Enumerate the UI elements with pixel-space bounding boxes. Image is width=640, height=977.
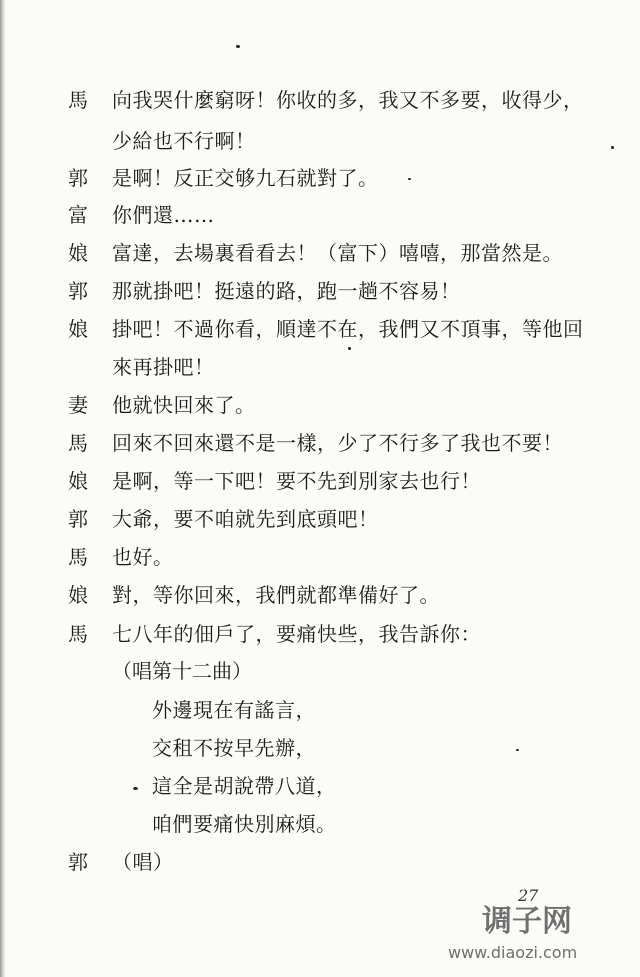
dialogue-line (68, 165, 379, 191)
speaker-name: 馬 (68, 622, 89, 646)
speaker-name: 馬 (68, 431, 89, 455)
dialogue-text: 是啊！反正交够九石就對了。 (112, 166, 379, 190)
speaker-name: 馬 (68, 88, 89, 112)
dialogue-line (68, 506, 379, 532)
site-watermark (440, 898, 630, 968)
print-speck (133, 787, 138, 790)
dialogue-text: 回來不回來還不是一樣，少了不行多了我也不要！ (112, 431, 563, 455)
dialogue-text: 你們還…… (112, 203, 215, 227)
dialogue-line (68, 87, 584, 113)
dialogue-line (68, 392, 256, 418)
dialogue-text: 對，等你回來，我們就都準備好了。 (112, 583, 440, 607)
dialogue-line (68, 240, 563, 266)
dialogue-line (68, 544, 174, 570)
dialogue-line (68, 468, 481, 494)
speaker-name: 娘 (68, 469, 89, 493)
song-cue: （唱第十二曲） (112, 659, 252, 683)
page-number: 27 (518, 886, 539, 905)
dialogue-line (68, 849, 174, 875)
dialogue-text: 那就掛吧！挺遠的路，跑一趟不容易！ (112, 279, 461, 303)
song-line: 咱們要痛快別麻煩。 (152, 812, 337, 836)
speaker-name: 娘 (68, 583, 89, 607)
dialogue-line (68, 621, 481, 647)
print-speck (408, 178, 411, 180)
watermark-url: www.diaozi.com (448, 943, 578, 962)
dialogue-line (68, 202, 215, 228)
dialogue-text: 也好。 (112, 545, 174, 569)
dialogue-text: 掛吧！不過你看，順達不在，我們又不頂事，等他回 (112, 317, 584, 341)
dialogue-text: 他就快回來了。 (112, 393, 256, 417)
print-speck (236, 45, 240, 48)
speaker-name: 娘 (68, 317, 89, 341)
speaker-name: 妻 (68, 393, 89, 417)
dialogue-line (68, 582, 440, 608)
dialogue-continuation (112, 354, 215, 380)
dialogue-text: （唱） (112, 850, 174, 874)
dialogue-line (68, 278, 461, 304)
print-speck (348, 347, 351, 350)
print-speck (611, 146, 614, 149)
dialogue-text: 是啊，等一下吧！要不先到別家去也行！ (112, 469, 481, 493)
speaker-name: 郭 (68, 166, 89, 190)
speaker-name: 娘 (68, 241, 89, 265)
dialogue-text: 七八年的佃戶了，要痛快些，我告訴你： (112, 622, 481, 646)
dialogue-continuation (112, 128, 256, 154)
speaker-name: 郭 (68, 850, 89, 874)
dialogue-text: 少給也不行啊！ (112, 129, 256, 153)
song-line: 這全是胡說帶八道， (152, 774, 337, 798)
speaker-name: 郭 (68, 507, 89, 531)
dialogue-text: 富達，去場裏看看去！（富下）嘻嘻，那當然是。 (112, 241, 563, 265)
dialogue-text: 大爺，要不咱就先到底頭吧！ (112, 507, 379, 531)
print-speck (516, 749, 519, 751)
speaker-name: 郭 (68, 279, 89, 303)
speaker-name: 富 (68, 203, 89, 227)
watermark-title: 调子网 (482, 904, 572, 939)
dialogue-line (68, 430, 563, 456)
dialogue-text: 來再掛吧！ (112, 355, 215, 379)
dialogue-line (68, 316, 584, 342)
speaker-name: 馬 (68, 545, 89, 569)
song-line: 外邊現在有謠言， (152, 698, 316, 722)
dialogue-text: 向我哭什麼窮呀！你收的多，我又不多要，收得少， (112, 88, 584, 112)
song-line: 交租不按早先辦， (152, 736, 316, 760)
